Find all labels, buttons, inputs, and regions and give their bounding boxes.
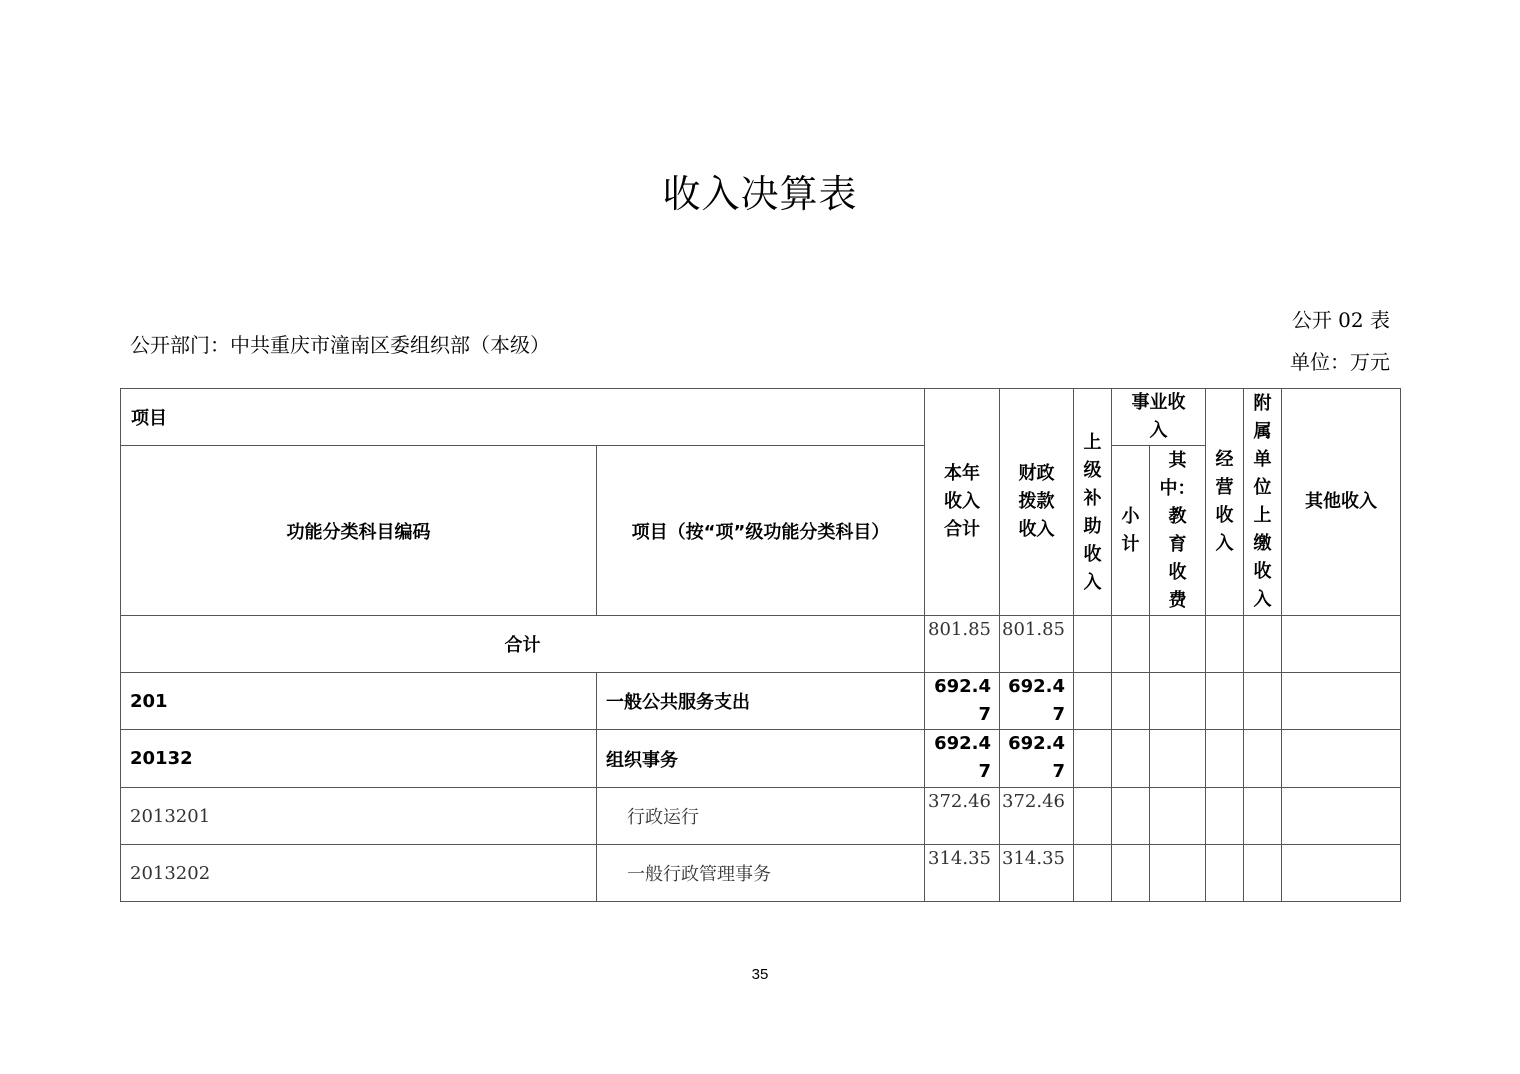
row-total: 372.46 [925,788,1000,845]
row-fiscal: 692.47 [1000,673,1074,730]
row-name: 一般行政管理事务 [597,845,925,902]
row-total: 692.47 [925,730,1000,788]
row-fiscal: 314.35 [1000,845,1074,902]
page-number: 35 [751,966,769,983]
page-title: 收入决算表 [662,172,858,216]
header-affiliated: 附 属 单 位 上 缴 收 入 [1244,389,1282,616]
header-item: 项目 [121,389,925,446]
total-label: 合计 [121,616,925,673]
header-operating: 经 营 收 入 [1206,389,1244,616]
department-label: 公开部门：中共重庆市潼南区委组织部（本级） [130,333,550,357]
table-row [121,845,1401,902]
header-name: 项目（按“项”级功能分类科目） [597,446,925,616]
header-business-income: 事业收 入 [1112,389,1206,446]
total-income-value: 801.85 [925,616,1000,673]
row-total: 692.47 [925,673,1000,730]
header-fiscal: 财政 拨款 收入 [1000,389,1074,616]
table-row [121,673,1401,730]
total-fiscal-value: 801.85 [1000,616,1074,673]
total-row [121,616,1401,673]
income-settlement-table [120,388,1401,902]
row-code: 20132 [121,730,597,788]
row-fiscal: 372.46 [1000,788,1074,845]
row-code: 2013201 [121,788,597,845]
row-total: 314.35 [925,845,1000,902]
header-business-subtotal: 小 计 [1112,446,1150,616]
header-code: 功能分类科目编码 [121,446,597,616]
row-code: 2013202 [121,845,597,902]
row-code: 201 [121,673,597,730]
unit-label: 单位：万元 [1290,350,1390,374]
header-superior-subsidy: 上 级 补 助 收 入 [1074,389,1112,616]
row-name: 行政运行 [597,788,925,845]
table-row [121,788,1401,845]
header-other-income: 其他收入 [1282,389,1401,616]
table-row [121,730,1401,788]
row-name: 一般公共服务支出 [597,673,925,730]
row-name: 组织事务 [597,730,925,788]
row-fiscal: 692.47 [1000,730,1074,788]
header-total: 本年 收入 合计 [925,389,1000,616]
form-number: 公开 02 表 [1291,308,1390,332]
header-business-education: 其 中： 教 育 收 费 [1150,446,1206,616]
